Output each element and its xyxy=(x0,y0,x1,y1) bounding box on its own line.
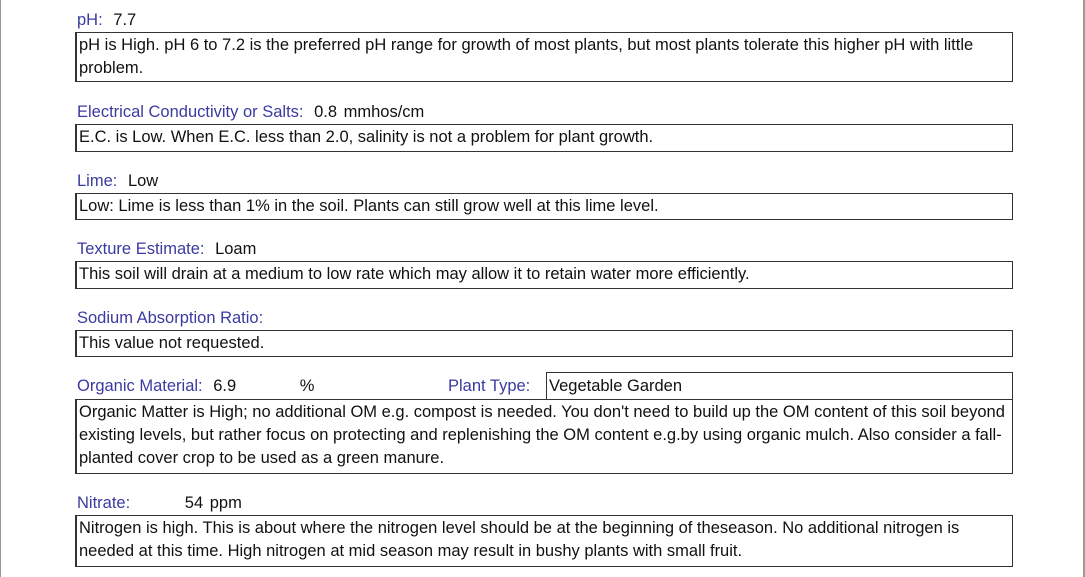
ec-row xyxy=(77,102,424,122)
organic-unit: % xyxy=(299,377,315,395)
ph-label: pH: xyxy=(77,11,103,29)
nitrate-unit: ppm xyxy=(209,494,242,512)
nitrate-row xyxy=(77,493,242,513)
ec-value: 0.8 xyxy=(314,103,338,121)
organic-label: Organic Material: xyxy=(77,377,203,395)
nitrate-label: Nitrate: xyxy=(77,494,131,512)
ph-row xyxy=(77,10,136,30)
ph-value: 7.7 xyxy=(113,11,137,29)
sar-row xyxy=(77,308,263,328)
ec-note: E.C. is Low. When E.C. less than 2.0, salinity is not a problem for plant growth. xyxy=(75,124,1013,152)
lime-value: Low xyxy=(127,172,159,190)
nitrate-value: 54 xyxy=(184,494,204,512)
plant-type-field: Vegetable Garden xyxy=(546,372,1013,399)
texture-note: This soil will drain at a medium to low rate which may allow it to retain water more efficiently. xyxy=(75,261,1013,289)
texture-row xyxy=(77,239,256,259)
ec-label: Electrical Conductivity or Salts: xyxy=(77,103,304,121)
nitrate-note: Nitrogen is high. This is about where the nitrogen level should be at the beginning of theseason. No additional nitrogen is needed at this time. High nitrogen at mid season may result in bushy plants with small fruit. xyxy=(75,515,1013,567)
lime-row xyxy=(77,171,158,191)
sar-note: This value not requested. xyxy=(75,330,1013,357)
organic-note: Organic Matter is High; no additional OM e.g. compost is needed. You don't need to build up the OM content of this soil beyond existing levels, but rather focus on protecting and replenishing the OM content e.g.by using organic mulch. Also consider a fall-planted cover crop to be used as a green manure. xyxy=(75,399,1013,474)
ph-note: pH is High. pH 6 to 7.2 is the preferred pH range for growth of most plants, but most plants tolerate this higher pH with little problem. xyxy=(75,32,1013,82)
page-border-left xyxy=(0,0,1,577)
plant-type-row xyxy=(448,376,530,396)
lime-note: Low: Lime is less than 1% in the soil. Plants can still grow well at this lime level. xyxy=(75,193,1013,220)
sar-label: Sodium Absorption Ratio: xyxy=(77,309,264,327)
ec-unit: mmhos/cm xyxy=(343,103,425,121)
organic-value: 6.9 xyxy=(213,377,237,395)
organic-row xyxy=(77,376,314,396)
texture-value: Loam xyxy=(215,240,257,258)
plant-type-label: Plant Type: xyxy=(448,377,531,395)
lime-label: Lime: xyxy=(77,172,118,190)
texture-label: Texture Estimate: xyxy=(77,240,205,258)
